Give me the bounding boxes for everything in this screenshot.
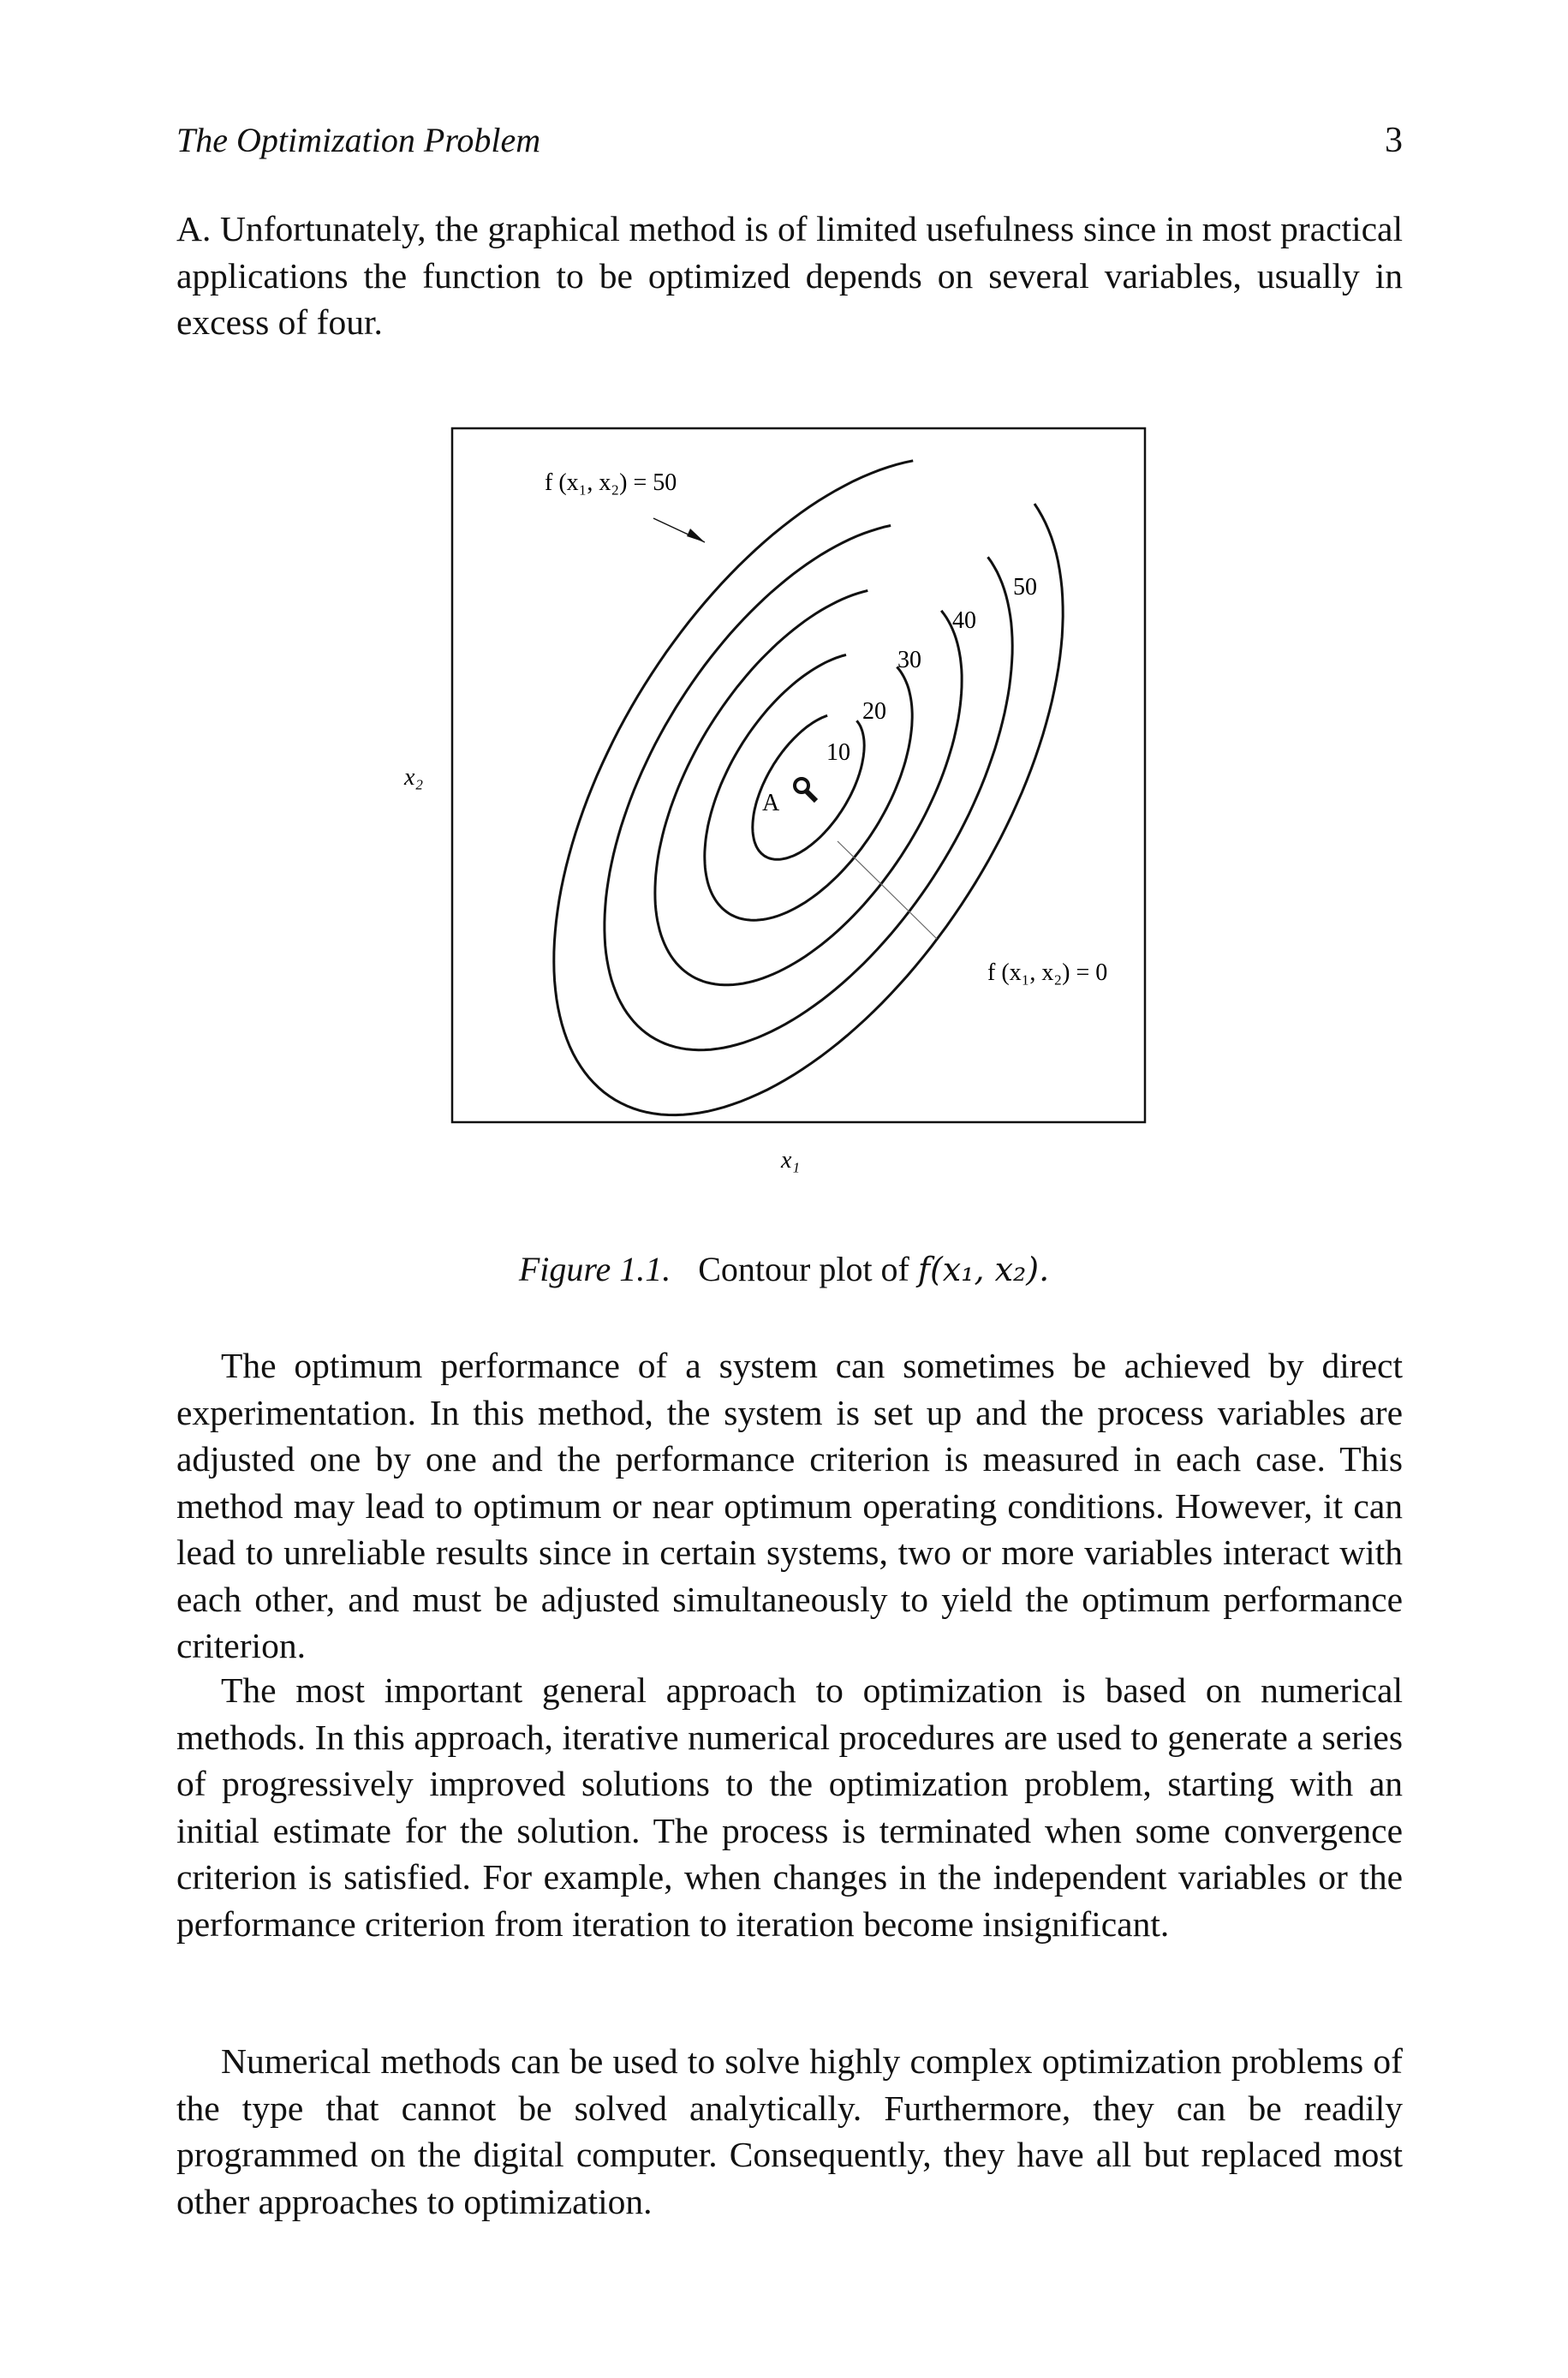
y-axis-label: x₂ bbox=[404, 764, 424, 791]
page-number: 3 bbox=[1385, 121, 1403, 160]
annotation-bottom: f (x₁, x₂) = 0 bbox=[987, 959, 1108, 986]
paragraph-experimentation: The optimum performance of a system can sometimes be achieved by direct experimentation. In this method, the system is set up and the process variables are adjusted one by one and the performance criterion is measured in each case. This method may lead to optimum or near optimum operating conditions. However, it can lead to unreliable results since in certain systems, two or more variables interact with each other, and must be adjusted simultaneously to yield the optimum performance criterion. bbox=[176, 1346, 1403, 1665]
caption-label: Figure 1.1. bbox=[518, 1250, 671, 1288]
optimum-label: A bbox=[762, 790, 780, 816]
figure-caption bbox=[0, 1249, 1568, 1289]
paragraph-numerical-methods: The most important general approach to optimization is based on numerical methods. In this approach, iterative numerical procedures are used to generate a series of progressively improved solutions to the optimization problem, starting with an initial estimate for the solution. The process is terminated when some convergence criterion is satisfied. For example, when changes in the independent variables or the performance criterion from iteration to iteration become insignificant. bbox=[176, 1670, 1403, 1944]
plot-frame bbox=[452, 428, 1145, 1122]
contour-label-30: 30 bbox=[897, 647, 921, 673]
contour-label-40: 40 bbox=[952, 607, 976, 634]
caption-math: f(x₁, x₂). bbox=[917, 1251, 1050, 1288]
x-axis-label: x₁ bbox=[781, 1147, 801, 1174]
caption-text: Contour plot of bbox=[698, 1250, 909, 1288]
arrowhead-top bbox=[687, 529, 705, 542]
contour-label-10: 10 bbox=[826, 739, 850, 766]
leader-line-bottom bbox=[838, 841, 937, 939]
contour-label-20: 20 bbox=[862, 698, 886, 725]
paragraph-intro: A. Unfortunately, the graphical method is of limited usefulness since in most practical applications the function to be optimized depends on several variables, usually in excess of four. bbox=[176, 209, 1403, 342]
contour-label-50: 50 bbox=[1013, 574, 1037, 600]
optimum-marker-stem bbox=[806, 791, 816, 801]
running-title: The Optimization Problem bbox=[176, 121, 541, 159]
paragraph-programming: Numerical methods can be used to solve highly complex optimization problems of the type that cannot be solved analytically. Furthermore, they can be readily programmed on the digital computer. Consequently, they have all but replaced most other approaches to optimization. bbox=[176, 2041, 1403, 2221]
annotation-top: f (x₁, x₂) = 50 bbox=[545, 469, 677, 496]
